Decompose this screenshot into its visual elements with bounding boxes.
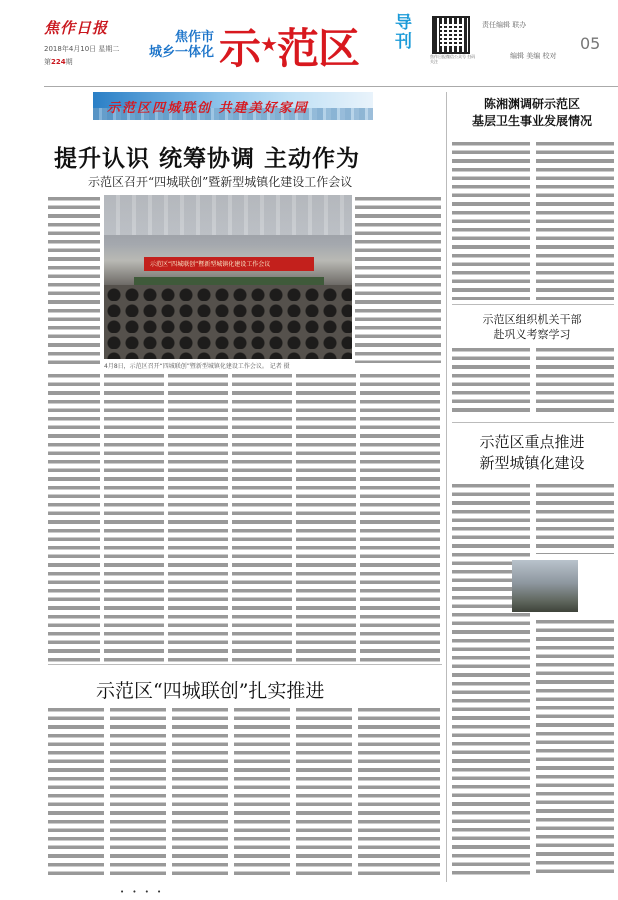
banner-slogan: 示范区四城联创 共建美好家园 [107,101,309,116]
dateline: 2018年4月10日 星期二 [44,45,120,53]
newspaper-logo: 焦作日报 [44,19,109,37]
side-photo[interactable] [512,560,578,612]
promo-line-2: 城乡一体化 [148,45,214,60]
photo-banner-text: 示范区“四城联创”暨新型城镇化建设工作会议 [150,261,271,268]
right-story-2-body-b [536,346,614,416]
masthead-divider [44,86,618,87]
promo-line-1: 焦作市 [174,30,214,45]
lead-body-col-6 [360,372,440,662]
qr-caption: 焦作日报微信公众号 扫码关注 [430,54,476,64]
second-headline[interactable]: 示范区“四城联创”扎实推进 [96,680,325,702]
right-story-2-title[interactable]: 示范区组织机关干部 赴巩义考察学习 [482,313,582,341]
right-story-3-body-a [452,482,530,876]
lead-body-col-1a [48,195,100,365]
lead-headline[interactable]: 提升认识 统筹协调 主动作为 [54,146,361,172]
lead-body-col-1b [48,372,100,662]
lead-body-col-3 [168,372,228,662]
second-body-col-1 [48,706,104,876]
section-guide-label: 导刊 [395,13,412,52]
star-icon: ★ [260,32,277,56]
qr-code-icon[interactable] [432,16,470,54]
right-divider-1 [452,304,614,305]
second-body-col-6 [358,706,440,876]
campaign-banner [93,92,373,120]
editor-info: 责任编辑 联办 [482,21,527,29]
photo-audience [104,285,352,359]
right-story-2-body-a [452,346,530,416]
lead-body-col-4 [232,372,292,662]
second-body-col-2 [110,706,166,876]
page-number: 05 [580,34,601,53]
lead-body-col-2 [104,372,164,662]
right-story-3-body-c [536,618,614,876]
section-title: 示★范区 [219,24,359,73]
issue-number: 第224期 [44,58,73,66]
photo-caption: 4月8日，示范区召开“四城联创”暨新型城镇化建设工作会议。 记者 摄 [104,363,290,370]
staff-credits: 编辑 美编 校对 [510,52,557,60]
promo-slogan [124,30,214,60]
right-story-3-title[interactable]: 示范区重点推进 新型城镇化建设 [479,433,585,472]
right-story-1-body-a [452,140,530,300]
second-body-col-5 [296,706,352,876]
right-divider-2 [452,422,614,423]
meeting-photo[interactable] [104,195,352,359]
column-divider [446,92,447,882]
lead-body-col-5 [296,372,356,662]
lead-body-col-3a [355,195,441,363]
right-story-3-body-b [536,482,614,554]
story-divider [48,664,442,665]
photo-ceiling [104,195,352,235]
second-body-col-4 [234,706,290,876]
print-registration-marks: • • • • [120,888,165,896]
second-body-col-3 [172,706,228,876]
right-story-1-body-b [536,140,614,300]
lead-subhead: 示范区召开“四城联创”暨新型城镇化建设工作会议 [88,175,353,189]
right-story-1-title[interactable]: 陈湘渊调研示范区 基层卫生事业发展情况 [471,97,592,128]
